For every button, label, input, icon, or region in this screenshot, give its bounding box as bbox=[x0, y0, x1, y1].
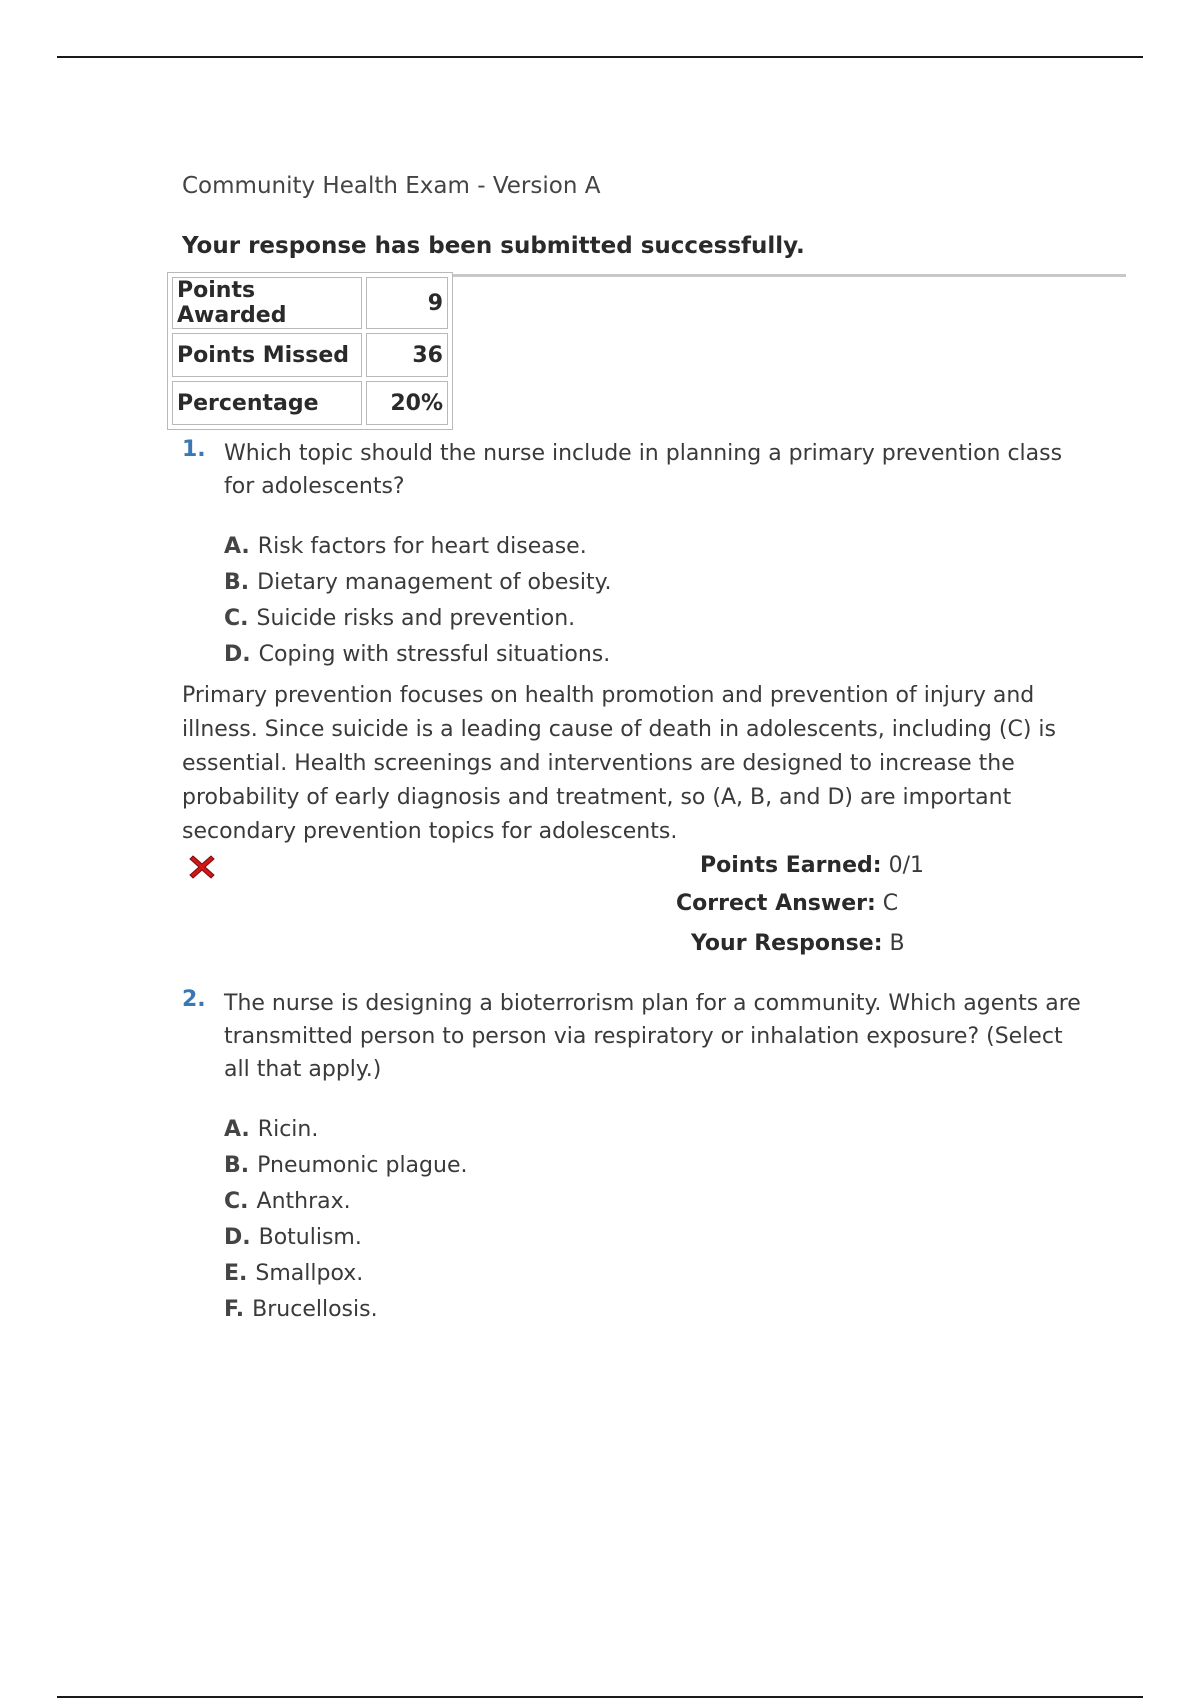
question-2 bbox=[182, 987, 1082, 1328]
score-value: 36 bbox=[366, 333, 448, 377]
option-f bbox=[224, 1292, 1082, 1328]
correct-answer-label: Correct Answer: bbox=[676, 891, 876, 916]
your-response-label: Your Response: bbox=[691, 931, 883, 956]
score-row-points-missed bbox=[172, 333, 448, 377]
option-text: Coping with stressful situations. bbox=[258, 642, 611, 667]
option-text: Brucellosis. bbox=[252, 1297, 378, 1322]
option-text: Risk factors for heart disease. bbox=[257, 534, 587, 559]
score-value: 20% bbox=[366, 381, 448, 425]
correct-answer-value: C bbox=[882, 891, 899, 916]
option-letter: A. bbox=[224, 534, 250, 559]
submit-message: Your response has been submitted successfully. bbox=[182, 233, 805, 259]
score-row-points-awarded bbox=[172, 277, 448, 329]
points-earned-value: 0/1 bbox=[888, 853, 924, 878]
option-a bbox=[224, 529, 1082, 565]
exam-title: Community Health Exam - Version A bbox=[182, 173, 601, 199]
question-number: 2. bbox=[182, 987, 206, 1012]
incorrect-x-icon bbox=[188, 853, 216, 881]
option-letter: D. bbox=[224, 1225, 251, 1250]
option-letter: B. bbox=[224, 570, 250, 595]
option-d bbox=[224, 1220, 1082, 1256]
score-table bbox=[167, 272, 453, 430]
score-label: Points Missed bbox=[172, 333, 362, 377]
option-letter: C. bbox=[224, 1189, 249, 1214]
question-1 bbox=[182, 437, 1082, 973]
bottom-rule bbox=[57, 1696, 1143, 1698]
rationale-text: Primary prevention focuses on health promotion and prevention of injury and illness. Since suicide is a leading cause of death in adolescents, including (C) is essential. Health screenings and interventions are designed to increase the probability of early diagnosis and treatment, so (A, B, and D) are important secondary prevention topics for adolescents. bbox=[182, 683, 1056, 844]
option-letter: B. bbox=[224, 1153, 250, 1178]
option-text: Smallpox. bbox=[255, 1261, 364, 1286]
option-c bbox=[224, 601, 1082, 637]
option-text: Botulism. bbox=[258, 1225, 362, 1250]
question-text: Which topic should the nurse include in planning a primary prevention class for adolescents? bbox=[224, 441, 1063, 499]
option-b bbox=[224, 565, 1082, 601]
your-response-value: B bbox=[889, 931, 905, 956]
score-label: Percentage bbox=[172, 381, 362, 425]
question-number: 1. bbox=[182, 437, 206, 462]
score-value: 9 bbox=[366, 277, 448, 329]
top-rule bbox=[57, 56, 1143, 58]
option-text: Pneumonic plague. bbox=[257, 1153, 468, 1178]
option-letter: F. bbox=[224, 1297, 245, 1322]
your-response bbox=[691, 931, 905, 956]
answer-options bbox=[224, 529, 1082, 673]
option-text: Dietary management of obesity. bbox=[257, 570, 612, 595]
option-a bbox=[224, 1112, 1082, 1148]
option-letter: C. bbox=[224, 606, 249, 631]
option-text: Anthrax. bbox=[256, 1189, 351, 1214]
option-b bbox=[224, 1148, 1082, 1184]
option-c bbox=[224, 1184, 1082, 1220]
score-summary bbox=[177, 272, 1082, 437]
option-text: Suicide risks and prevention. bbox=[256, 606, 576, 631]
option-d bbox=[224, 637, 1082, 673]
exam-content bbox=[177, 168, 1082, 1328]
option-letter: E. bbox=[224, 1261, 248, 1286]
option-letter: D. bbox=[224, 642, 251, 667]
option-e bbox=[224, 1256, 1082, 1292]
option-text: Ricin. bbox=[257, 1117, 319, 1142]
points-earned-label: Points Earned: bbox=[700, 853, 882, 878]
question-text: The nurse is designing a bioterrorism plan for a community. Which agents are transmitted person to person via respiratory or inhalation exposure? (Select all that apply.) bbox=[224, 991, 1081, 1082]
points-earned bbox=[700, 853, 924, 878]
score-row-percentage bbox=[172, 381, 448, 425]
correct-answer bbox=[676, 891, 898, 916]
option-letter: A. bbox=[224, 1117, 250, 1142]
answer-options bbox=[224, 1112, 1082, 1328]
score-label: Points Awarded bbox=[172, 277, 362, 329]
result-block bbox=[182, 853, 1082, 973]
